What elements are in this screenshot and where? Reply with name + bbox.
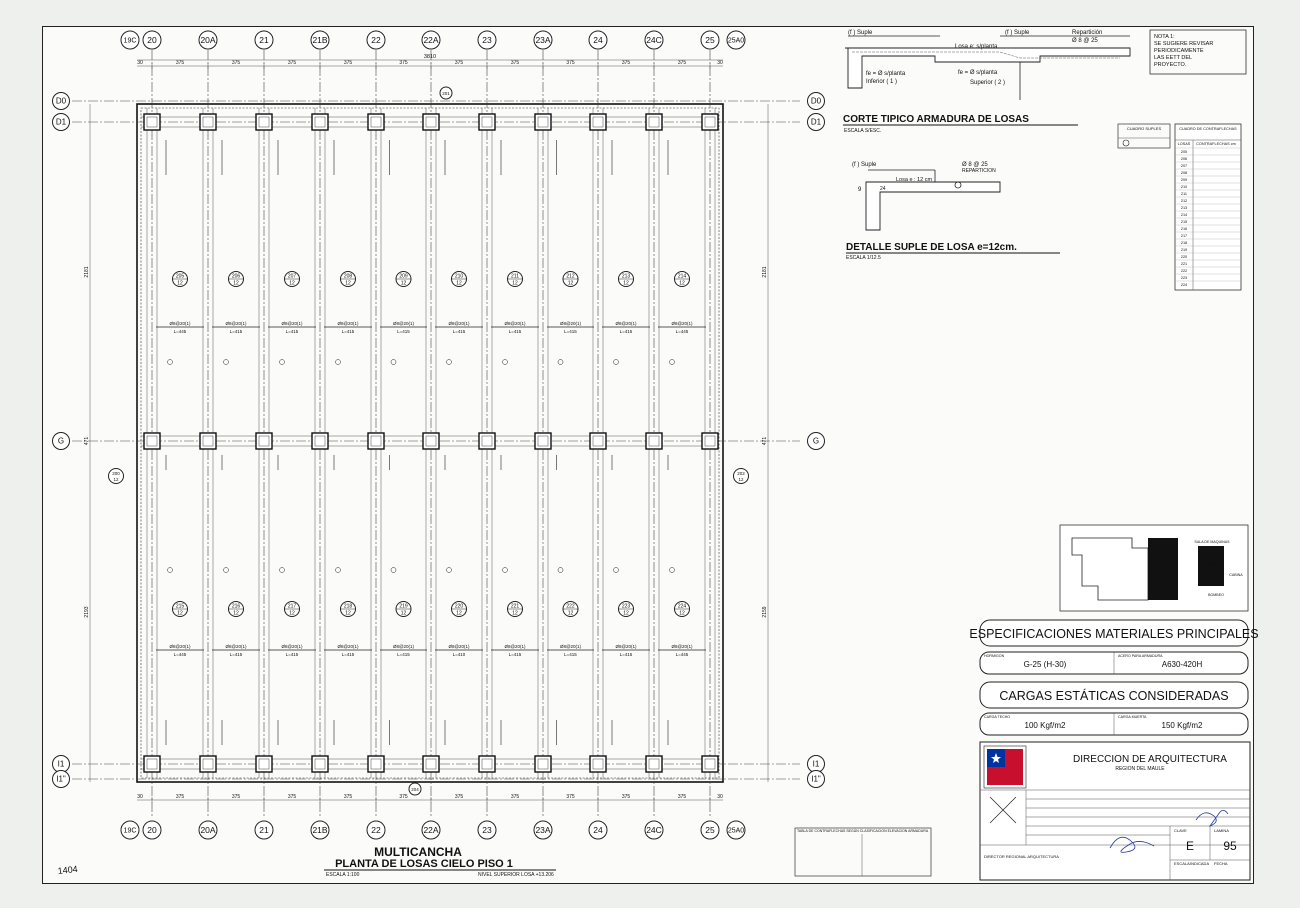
loads-dead-label: CARGA TECHO (984, 715, 1011, 719)
schedule-row-losa: 215 (1180, 220, 1188, 224)
specs-acero-label: ACERO PARA ARMADURA (1118, 654, 1163, 658)
slab-tag-thickness: 12 (233, 610, 239, 617)
column (479, 114, 495, 130)
plan-scale: ESCALA 1:100 (326, 872, 360, 878)
section-label-suple-2: (f ) Suple (1005, 30, 1030, 36)
row-bubble-label: I1" (56, 774, 66, 784)
column (256, 756, 272, 772)
column (144, 756, 160, 772)
grid-bubble-label: 22A (423, 824, 439, 835)
rebar-label: Ø8@20(1) (448, 321, 470, 326)
column (535, 756, 551, 772)
rebar-mark (336, 360, 341, 365)
slab-tag-thickness: 12 (345, 280, 351, 287)
rebar-mark (558, 568, 563, 573)
slab-tag-thickness: 12 (623, 280, 629, 287)
bay-dimension: 375 (621, 60, 631, 66)
schedule-row-losa: 220 (1180, 255, 1188, 259)
titleblock-clave: E (1185, 839, 1195, 853)
column (256, 114, 272, 130)
note-line: LAS EETT DEL (1154, 55, 1193, 61)
rebar-length: L=415 (452, 329, 466, 334)
column (144, 114, 160, 130)
slab-tag-thickness: 12 (289, 610, 295, 617)
row-bubble-label: G (812, 436, 820, 446)
bay-dimension: 375 (287, 794, 297, 800)
schedule-row-losa: 206 (1180, 157, 1188, 161)
titleblock-sheet-number: 95 (1223, 839, 1237, 853)
rebar-mark (558, 360, 563, 365)
titleblock-org: DIRECCION DE ARQUITECTURA (1073, 754, 1227, 765)
titleblock-lamina-label: LAMINA (1214, 828, 1229, 833)
slab-tag-thickness: 12 (400, 610, 407, 617)
grid-bubble-label: 24C (646, 34, 662, 45)
slab-tag-number: 221 (510, 603, 520, 610)
bay-dimension: 375 (510, 794, 520, 800)
row-bubble-label: D1 (810, 117, 822, 127)
bay-dimension: 375 (175, 60, 185, 66)
bay-dimension: 375 (399, 794, 408, 800)
vertical-dimension: 2159 (762, 606, 768, 618)
grid-bubble-label: 25 (705, 34, 715, 45)
rebar-length: L=415 (564, 329, 577, 334)
slab-tag-number: 206 (231, 273, 241, 280)
detail-label-phi: Ø 8 @ 25 (962, 162, 988, 168)
rebar-length: L=445 (675, 329, 689, 334)
column (200, 756, 216, 772)
top-tag-label: 201 (442, 91, 450, 96)
grid-bubble-label: 25 (705, 824, 715, 835)
row-bubble-label: D1 (55, 117, 67, 127)
bay-dimension: 375 (454, 794, 464, 800)
rebar-label: Ø8@20(1) (337, 321, 359, 326)
rebar-mark (168, 360, 173, 365)
grid-bubble-label: 23A (535, 34, 551, 45)
pencil-stamp: 1404 (57, 863, 79, 876)
schedule-row-losa: 207 (1180, 164, 1188, 168)
titleblock-fecha-label: FECHA (1214, 861, 1228, 866)
bay-dimension: 375 (399, 60, 408, 66)
keyplan-label-estado: ESTADO (1203, 562, 1219, 566)
grid-bubble-label: 23A (535, 824, 551, 835)
rebar-length: L=415 (229, 652, 243, 657)
rebar-length: L=415 (397, 329, 410, 334)
rebar-length: L=415 (619, 652, 633, 657)
plan-level: NIVEL SUPERIOR LOSA +13.206 (478, 872, 554, 878)
bay-dimension: 375 (677, 60, 687, 66)
schedule-row-losa: 209 (1180, 178, 1188, 182)
section-label-reparticion: Repartición (1072, 30, 1103, 36)
section-label-phi: Ø 8 @ 25 (1072, 38, 1098, 44)
rebar-mark (391, 360, 396, 365)
rebar-mark (280, 568, 285, 573)
specs-acero: A630-420H (1161, 660, 1203, 669)
loads-dead: 100 Kgf/m2 (1024, 721, 1066, 730)
slab-tag-thickness: 12 (456, 280, 462, 287)
bay-dimension: 375 (677, 794, 687, 800)
title-block (980, 742, 1250, 880)
rebar-label: Ø8@20(1) (337, 644, 359, 649)
keyplan-highlight (1148, 538, 1178, 600)
row-bubble-label: I1 (57, 759, 65, 769)
bay-dimension: 375 (231, 60, 241, 66)
slab-tag-thickness: 12 (177, 610, 183, 617)
grid-bubble-label: 24 (593, 824, 603, 835)
keyplan-label-maquinas: SALA DE MAQUINAS (1194, 540, 1230, 544)
detail-label-9: 9 (858, 187, 862, 193)
grid-bubble-label: 23 (482, 34, 492, 45)
slab-tag-number: 213 (621, 273, 631, 280)
slab-tag-number: 224 (677, 603, 687, 610)
rebar-label: Ø8@20(1) (169, 321, 191, 326)
rebar-label: Ø8@20(1) (504, 644, 526, 649)
column (312, 433, 328, 449)
bay-dimension: 375 (231, 794, 241, 800)
note-line: SE SUGIERE REVISAR (1154, 41, 1214, 47)
schedule-row-losa: 219 (1180, 248, 1188, 252)
rebar-mark (336, 568, 341, 573)
slab-tag-number: 212 (566, 273, 575, 280)
keyplan-annex (1198, 546, 1224, 586)
schedule-col-contraflechas: CONTRAFLECHAS cm (1196, 142, 1236, 146)
slab-tag-thickness: 12 (679, 610, 685, 617)
rebar-label: Ø8@20(1) (671, 321, 693, 326)
rebar-length: L=410 (452, 652, 466, 657)
column (144, 433, 160, 449)
column (646, 114, 662, 130)
schedule-row-losa: 221 (1180, 262, 1188, 266)
rebar-label: Ø8@20(1) (281, 321, 303, 326)
vertical-dimension: 2193 (84, 606, 90, 618)
rebar-mark (447, 568, 452, 573)
rebar-length: L=415 (508, 652, 522, 657)
detail-label-suple: (f ) Suple (852, 162, 877, 168)
bay-dimension: 375 (343, 60, 353, 66)
column (535, 114, 551, 130)
schedule-title: CUADRO DE CONTRAFLECHAS (1179, 127, 1237, 131)
grid-bubble-label: 20A (200, 34, 216, 45)
plan-title-line2: PLANTA DE LOSAS CIELO PISO 1 (335, 858, 513, 870)
rebar-mark (391, 568, 396, 573)
edge-dimension: 30 (717, 794, 723, 800)
rebar-label: Ø8@20(1) (559, 321, 582, 326)
column (368, 114, 384, 130)
detail-scale: ESCALA 1/12.5 (846, 255, 881, 261)
slab-tag-number: 210 (454, 273, 464, 280)
slab-tag-thickness: 12 (345, 610, 351, 617)
column (646, 433, 662, 449)
slab-tag-thickness: 12 (289, 280, 295, 287)
rebar-label: Ø8@20(1) (392, 321, 415, 326)
slab-tag-thickness: 12 (233, 280, 239, 287)
side-tag-right-label: 202 (737, 471, 745, 476)
rebar-mark (503, 568, 508, 573)
rebar-mark (503, 360, 508, 365)
rebar-length: L=415 (341, 329, 355, 334)
titleblock-escala-label: ESCALA (1174, 861, 1190, 866)
grid-bubble-label: 19C (123, 37, 137, 45)
slab-tag-number: 209 (399, 273, 408, 280)
section-label-fe-sup: fe = Ø s/planta (958, 70, 998, 76)
column (256, 433, 272, 449)
detail-label-reparticion: REPARTICION (962, 168, 996, 174)
keyplan-label-bombeo: BOMBEO (1208, 593, 1224, 597)
rebar-label: Ø8@20(1) (671, 644, 693, 649)
grid-bubble-label: 21 (259, 824, 269, 835)
titleblock-clave-label: CLAVE (1174, 828, 1187, 833)
slab-tag-number: 220 (454, 603, 464, 610)
loads-live-label: CARGA MUERTA (1118, 715, 1147, 719)
side-tag-left-label: 200 (112, 471, 120, 476)
schedule-row-losa: 205 (1180, 150, 1188, 154)
vertical-dimension: 2181 (84, 266, 90, 278)
slab-tag-number: 215 (175, 603, 185, 610)
grid-bubble-label: 24C (646, 824, 662, 835)
column (590, 433, 606, 449)
slab-tag-number: 217 (287, 603, 297, 610)
column (423, 433, 439, 449)
detail-label-losa: Losa e : 12 cm (896, 177, 933, 183)
total-dimension: 3810 (423, 54, 437, 60)
rebar-label: Ø8@20(1) (225, 321, 247, 326)
grid-bubble-label: 22A (423, 34, 439, 45)
typical-section-detail (843, 30, 1130, 134)
schedule-row-losa: 223 (1180, 276, 1188, 280)
detail-label-24: 24 (880, 186, 886, 192)
plan-title-line1: MULTICANCHA (374, 845, 462, 859)
loads-live: 150 Kgf/m2 (1161, 721, 1203, 730)
schedule-row-losa: 222 (1180, 269, 1188, 273)
grid-bubble-label: 21B (312, 824, 328, 835)
row-bubble-label: D0 (810, 96, 822, 106)
specs-hormigon: G-25 (H-30) (1023, 660, 1067, 669)
bay-dimension: 375 (454, 60, 464, 66)
vertical-dimension: 471 (84, 436, 90, 446)
rebar-length: L=415 (508, 329, 522, 334)
schedule-col-losas: LOSAS (1177, 142, 1191, 146)
logo-red-field (1005, 749, 1023, 785)
slab-tag-thickness: 12 (623, 610, 629, 617)
grid-bubble-label: 21 (259, 34, 269, 45)
grid-bubble-label: 25A0 (727, 827, 745, 835)
section-scale: ESCALA S/ESC. (844, 128, 882, 134)
slab-tag-number: 214 (677, 273, 687, 280)
rebar-length: L=415 (285, 329, 299, 334)
schedule-row-losa: 211 (1180, 192, 1188, 196)
vertical-dimension: 471 (762, 436, 768, 446)
rebar-length: L=445 (173, 652, 187, 657)
bay-dimension: 375 (510, 60, 520, 66)
side-tag-right-thk: 12 (738, 477, 744, 482)
column (423, 756, 439, 772)
section-label-suple-1: (f ) Suple (848, 30, 873, 36)
grid-bubble-label: 22 (371, 34, 381, 45)
edge-dimension: 30 (137, 794, 143, 800)
bay-dimension: 375 (175, 794, 185, 800)
rebar-label: Ø8@20(1) (448, 644, 470, 649)
rebar-mark (168, 568, 173, 573)
rebar-mark (224, 360, 229, 365)
slab-tag-thickness: 12 (512, 280, 518, 287)
slab-tag-number: 219 (399, 603, 408, 610)
keyplan-label-cabina: CABINA (1229, 573, 1243, 577)
suples-legend-title: CUADRO SUPLES (1126, 126, 1162, 131)
slab-tag-number: 207 (287, 273, 297, 280)
rebar-length: L=415 (285, 652, 299, 657)
grid-bubble-label: 19C (123, 827, 137, 835)
grid-bubble-label: 21B (312, 34, 328, 45)
grid-bubble-label: 20 (147, 34, 157, 45)
specs-hormigon-label: HORMIGON (984, 654, 1005, 658)
slab-tag-thickness: 12 (177, 280, 183, 287)
section-label-superior: Superior ( 2 ) (970, 80, 1006, 86)
titleblock-firma: DIRECTOR REGIONAL ARQUITECTURA (984, 854, 1059, 859)
section-title: CORTE TIPICO ARMADURA DE LOSAS (843, 114, 1029, 125)
schedule-row-losa: 214 (1180, 213, 1188, 217)
slab-tag-number: 205 (175, 273, 185, 280)
bay-dimension: 375 (287, 60, 297, 66)
column (535, 433, 551, 449)
column (590, 114, 606, 130)
grid-bubble-label: 24 (593, 34, 603, 45)
suple-detail (846, 162, 1060, 261)
rebar-label: Ø8@20(1) (225, 644, 247, 649)
loads-title: CARGAS ESTÁTICAS CONSIDERADAS (999, 689, 1229, 703)
slab-tag-number: 218 (343, 603, 353, 610)
row-bubble-label: G (57, 436, 65, 446)
schedule-row-losa: 224 (1180, 283, 1188, 287)
rebar-label: Ø8@20(1) (504, 321, 526, 326)
bay-dimension: 375 (566, 60, 575, 66)
schedule-row-losa: 212 (1180, 199, 1188, 203)
rebar-label: Ø8@20(1) (169, 644, 191, 649)
rebar-mark (614, 568, 619, 573)
section-label-losa: Losa e: s/planta (955, 44, 998, 50)
grid-bubble-label: 23 (482, 824, 492, 835)
column (312, 756, 328, 772)
slab-tag-thickness: 12 (567, 610, 574, 617)
schedule-row-losa: 210 (1180, 185, 1188, 189)
rebar-length: L=415 (619, 329, 633, 334)
edge-dimension: 30 (717, 60, 723, 66)
rebar-mark (670, 360, 675, 365)
bay-dimension: 375 (343, 794, 353, 800)
rebar-mark (447, 360, 452, 365)
titleblock-region: REGION DEL MAULE (1115, 766, 1165, 772)
slab-tag-thickness: 12 (400, 280, 407, 287)
section-label-inferior: Inferior ( 1 ) (866, 79, 898, 85)
titleblock-escala: INDICADA (1190, 861, 1210, 866)
column (479, 756, 495, 772)
side-tag-left-thk: 12 (113, 477, 119, 482)
rebar-length: L=415 (341, 652, 355, 657)
section-label-fe-inf: fe = Ø s/planta (866, 71, 906, 77)
slab-tag-thickness: 12 (456, 610, 462, 617)
rebar-label: Ø8@20(1) (392, 644, 415, 649)
contraflecha-table (795, 828, 931, 876)
note-line: PERIODICAMENTE (1154, 48, 1204, 54)
column (646, 756, 662, 772)
schedule-row-losa: 216 (1180, 227, 1188, 231)
column (200, 433, 216, 449)
slab-tag-number: 216 (231, 603, 241, 610)
specs-title: ESPECIFICACIONES MATERIALES PRINCIPALES (969, 627, 1259, 641)
slab-tag-thickness: 12 (679, 280, 685, 287)
grid-bubble-label: 20 (147, 824, 157, 835)
column (479, 433, 495, 449)
bay-dimension: 375 (621, 794, 631, 800)
slab-tag-number: 223 (621, 603, 631, 610)
note-lines (1154, 34, 1213, 68)
row-bubble-label: D0 (55, 96, 67, 106)
slab-tag-number: 208 (343, 273, 353, 280)
bottom-tag-label: 204 (411, 787, 419, 792)
vertical-dimension: 2181 (762, 266, 768, 278)
column (590, 756, 606, 772)
column (368, 756, 384, 772)
rebar-length: L=415 (397, 652, 410, 657)
rebar-mark (224, 568, 229, 573)
slab-tag-number: 222 (566, 603, 575, 610)
edge-dimension: 30 (137, 60, 143, 66)
rebar-label: Ø8@20(1) (559, 644, 582, 649)
rebar-label: Ø8@20(1) (615, 321, 637, 326)
rebar-mark (280, 360, 285, 365)
rebar-length: L=445 (173, 329, 187, 334)
column (702, 756, 718, 772)
slab-tag-number: 211 (511, 273, 519, 280)
row-bubble-label: I1" (811, 774, 821, 784)
rebar-length: L=415 (229, 329, 243, 334)
column (312, 114, 328, 130)
column (702, 433, 718, 449)
schedule-row-losa: 213 (1180, 206, 1188, 210)
bay-dimension: 375 (566, 794, 575, 800)
schedule-row-losa: 208 (1180, 171, 1188, 175)
grid-bubble-label: 20A (200, 824, 216, 835)
column (702, 114, 718, 130)
grid-bubble-label: 22 (371, 824, 381, 835)
detail-title: DETALLE SUPLE DE LOSA e=12cm. (846, 242, 1017, 253)
grid-bubble-label: 25A0 (727, 37, 745, 45)
slab-tag-thickness: 12 (512, 610, 518, 617)
rebar-mark (670, 568, 675, 573)
slab-tag-thickness: 12 (567, 280, 574, 287)
note-line: PROYECTO. (1154, 62, 1187, 68)
column (423, 114, 439, 130)
rebar-label: Ø8@20(1) (615, 644, 637, 649)
note-line: NOTA 1: (1154, 34, 1175, 40)
column (368, 433, 384, 449)
rebar-length: L=415 (564, 652, 577, 657)
column (200, 114, 216, 130)
rebar-length: L=445 (675, 652, 689, 657)
contraflecha-table-title: TABLA DE CONTRAFLECHAS SEGÚN CLASIFICACION ELEVACION ARMADURA (797, 829, 929, 833)
row-bubble-label: I1 (812, 759, 820, 769)
rebar-mark (614, 360, 619, 365)
schedule-row-losa: 217 (1180, 234, 1188, 238)
schedule-row-losa: 218 (1180, 241, 1188, 245)
rebar-label: Ø8@20(1) (281, 644, 303, 649)
